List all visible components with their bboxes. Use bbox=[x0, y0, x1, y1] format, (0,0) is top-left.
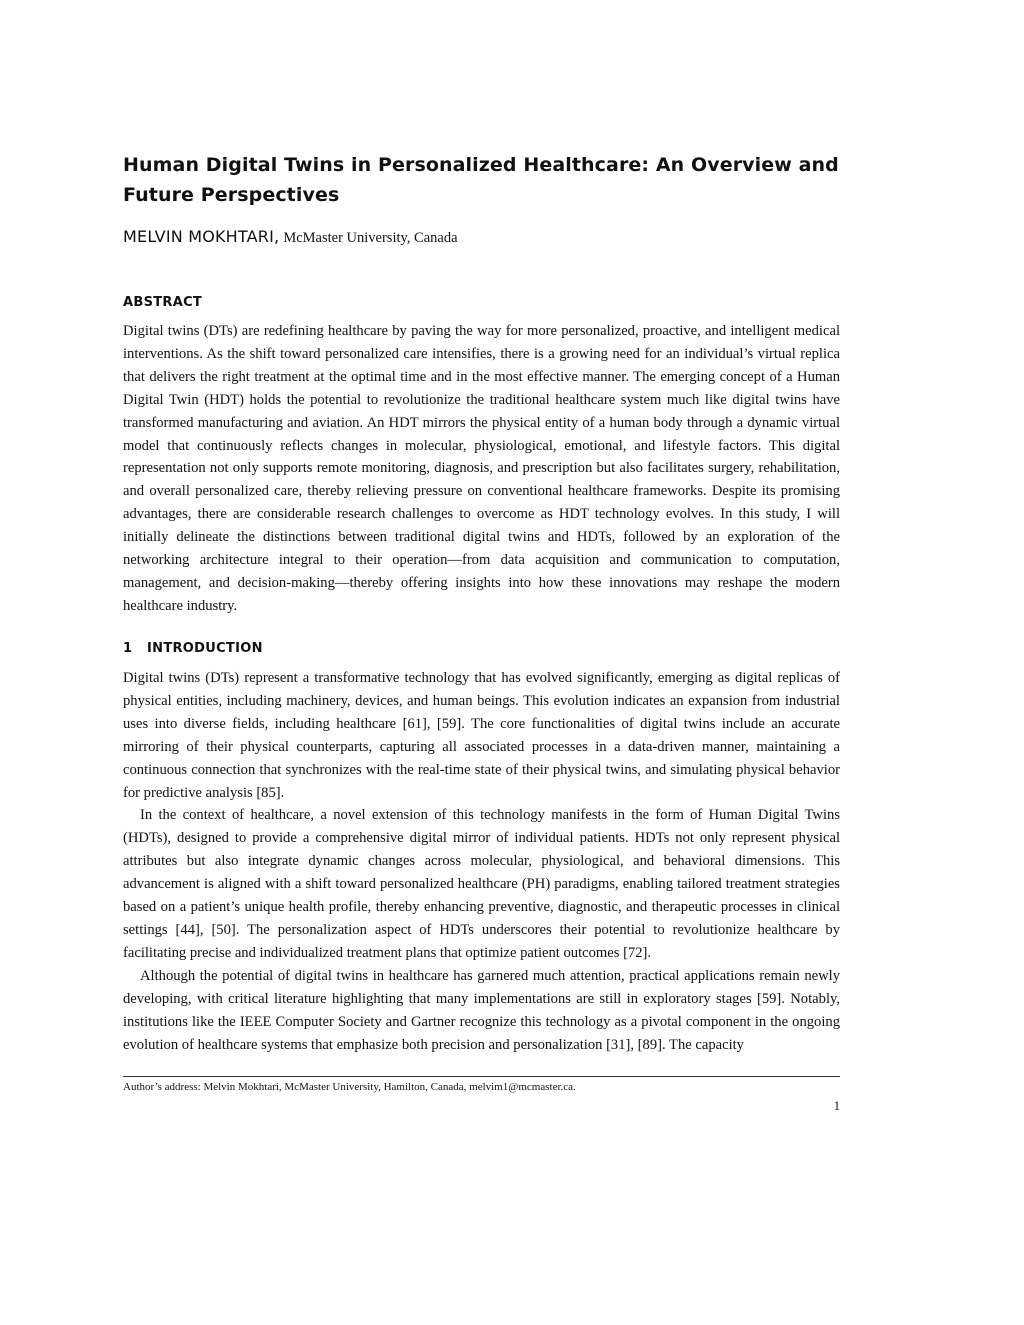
abstract-heading: ABSTRACT bbox=[123, 295, 203, 310]
author-affiliation: McMaster University, Canada bbox=[283, 230, 458, 246]
intro-paragraph-1: Digital twins (DTs) represent a transformative technology that has evolved significantly, emerging as digital replicas of physical entities, including machinery, devices, and human beings. This evolution indicates an expansion from industrial uses into diverse fields, including healthcare [61], [59]. The core functionalities of digital twins include an accurate mirroring of their physical counterparts, capturing all associated processes in a data-driven manner, maintaining a continuous connection that synchronizes with the real-time state of their physical twins, and simulating physical behavior for predictive analysis [85]. bbox=[123, 670, 840, 801]
abstract-text: Digital twins (DTs) are redefining healthcare by paving the way for more personalized, proactive, and intelligent medical interventions. As the shift toward personalized care intensifies, there is a growing need for an individual’s virtual replica that delivers the right treatment at the optimal time and in the most effective manner. The emerging concept of a Human Digital Twin (HDT) holds the potential to revolutionize the traditional healthcare system much like digital twins have transformed manufacturing and aviation. An HDT mirrors the physical entity of a human body through a dynamic virtual model that continuously reflects changes in molecular, physiological, emotional, and lifestyle factors. This digital representation not only supports remote monitoring, diagnosis, and prescription but also facilitates surgery, rehabilitation, and overall personalized care, thereby relieving pressure on conventional healthcare frameworks. Despite its promising advantages, there are considerable research challenges to overcome as HDT technology evolves. In this study, I will initially delineate the distinctions between traditional digital twins and HDTs, followed by an exploration of the networking architecture integral to their operation—from data acquisition and communication to computation, management, and decision-making—thereby offering insights into how these innovations may reshape the modern healthcare industry. bbox=[123, 323, 840, 614]
footnote-rule bbox=[123, 1076, 840, 1077]
author-name: MELVIN MOKHTARI, bbox=[123, 227, 280, 246]
introduction-heading bbox=[123, 641, 263, 656]
introduction-body bbox=[123, 667, 840, 1056]
section-number: 1 bbox=[123, 641, 133, 656]
author-line bbox=[123, 227, 843, 247]
paper-title: Human Digital Twins in Personalized Healthcare: An Overview and Future Perspectives bbox=[123, 154, 839, 206]
intro-paragraph-3: Although the potential of digital twins in healthcare has garnered much attention, practical applications remain newly developing, with critical literature highlighting that many implementations are still in exploratory stages [59]. Notably, institutions like the IEEE Computer Society and Gartner recognize this technology as a pivotal component in the ongoing evolution of healthcare systems that emphasize both precision and personalization [31], [89]. The capacity bbox=[123, 967, 840, 1053]
author-address-footnote: Author’s address: Melvin Mokhtari, McMaster University, Hamilton, Canada, melvim1@mcmaster.ca. bbox=[123, 1081, 576, 1093]
intro-paragraph-2: In the context of healthcare, a novel extension of this technology manifests in the form of Human Digital Twins (HDTs), designed to provide a comprehensive digital mirror of individual patients. HDTs not only represent physical attributes but also integrate dynamic changes across molecular, physiological, and behavioral dimensions. This advancement is aligned with a shift toward personalized healthcare (PH) paradigms, enabling tailored treatment strategies based on a patient’s unique health profile, thereby enhancing preventive, diagnostic, and therapeutic processes in clinical settings [44], [50]. The personalization aspect of HDTs underscores their potential to revolutionize healthcare by facilitating precise and individualized treatment plans that optimize patient outcomes [72]. bbox=[123, 807, 840, 961]
section-title: INTRODUCTION bbox=[147, 641, 263, 656]
page-number: 1 bbox=[833, 1099, 840, 1113]
